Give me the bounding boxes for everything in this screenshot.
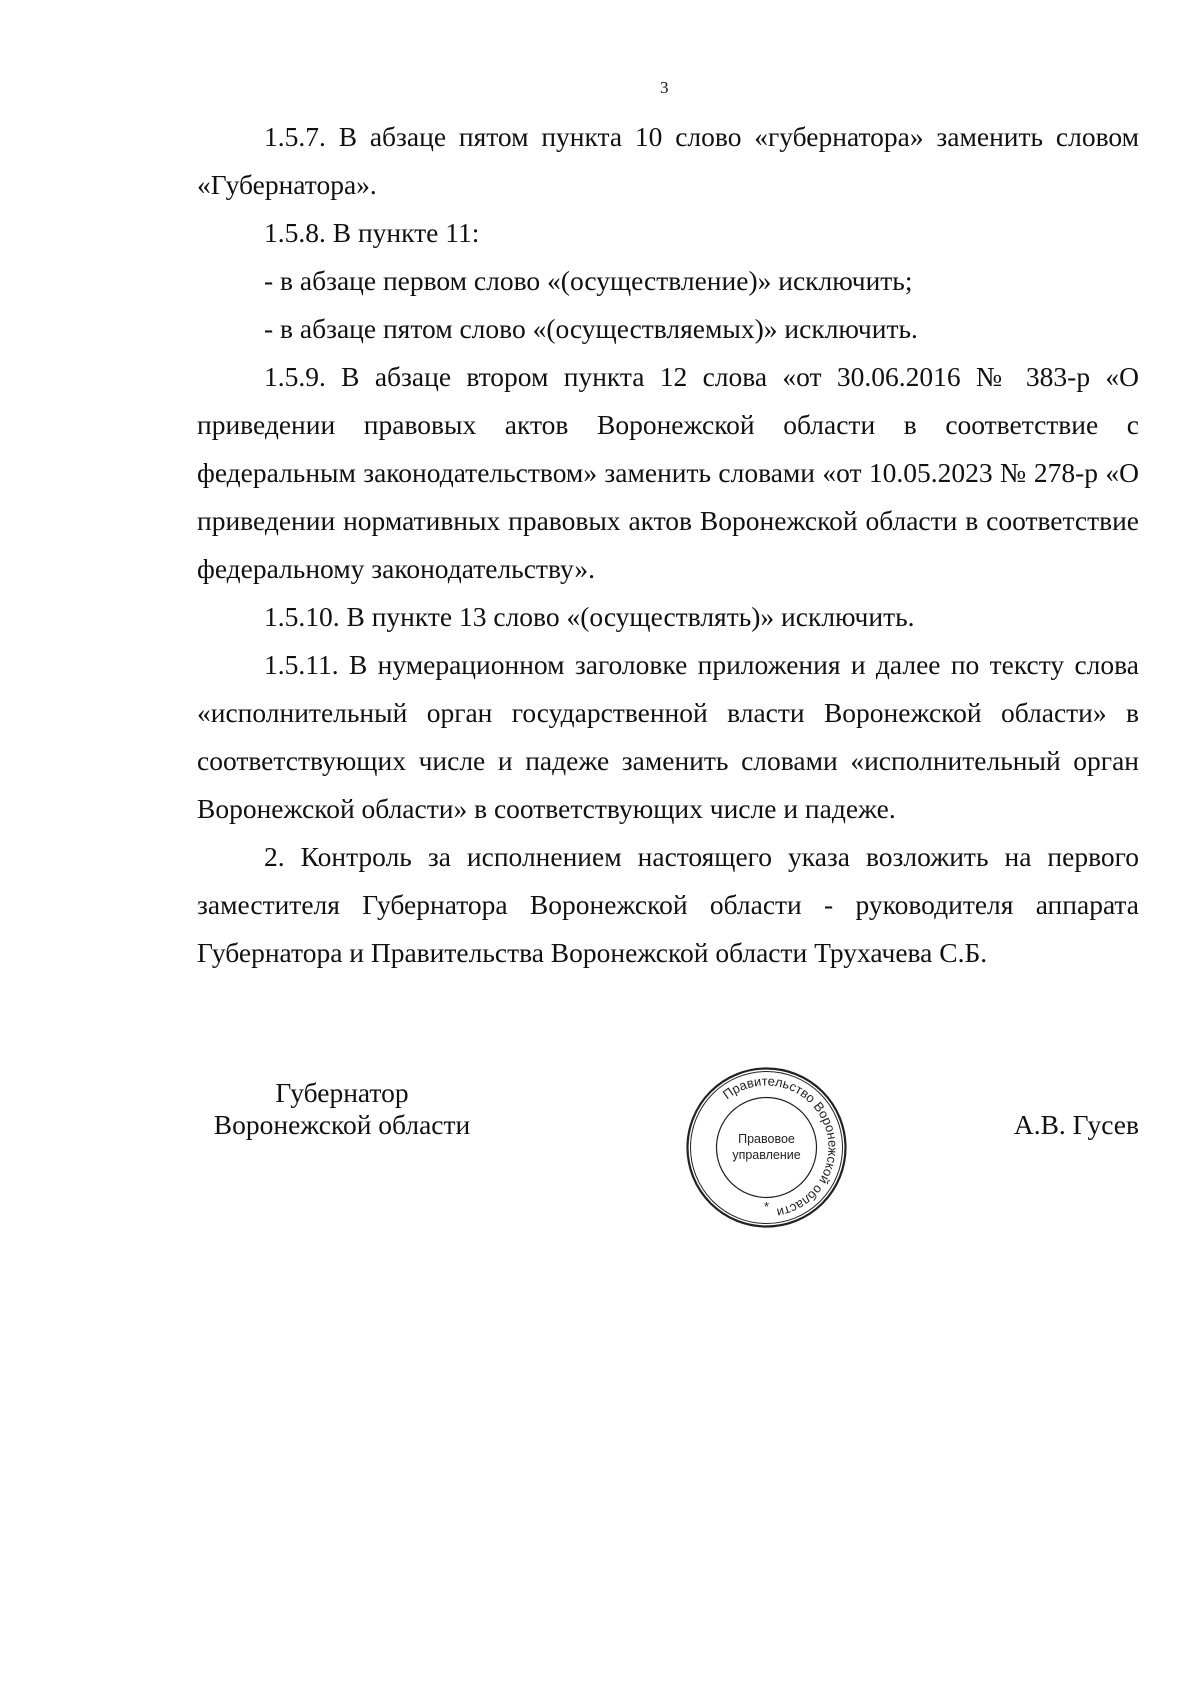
signature-block <box>197 1073 1139 1221</box>
seal-center-line-1: Правовое <box>738 1132 795 1146</box>
official-seal <box>684 1065 849 1230</box>
paragraph-1-5-7: 1.5.7. В абзаце пятом пункта 10 слово «губернатора» заменить словом «Губернатора». <box>197 121 1139 200</box>
paragraph-1-5-8-item-1: - в абзаце первом слово «(осуществление)» исключить; <box>264 265 913 296</box>
seal-outer-text: Правительство Воронежской области <box>719 1073 841 1221</box>
seal-center-line-2: управление <box>732 1148 801 1162</box>
paragraph-1-5-8: 1.5.8. В пункте 11: <box>264 217 480 248</box>
paragraph-2: 2. Контроль за исполнением настоящего указа возложить на первого заместителя Губернатора Воронежской области - руководителя аппарата Губернатора и Правительства Воронежской области Трухачева С.Б. <box>197 841 1139 968</box>
paragraph-1-5-10: 1.5.10. В пункте 13 слово «(осуществлять)» исключить. <box>264 601 915 632</box>
signer-name: А.В. Гусев <box>1013 1109 1139 1140</box>
signer-title <box>197 1077 487 1141</box>
page-number: 3 <box>660 78 669 97</box>
seal-star: * <box>763 1199 770 1214</box>
paragraph-1-5-9: 1.5.9. В абзаце втором пункта 12 слова «от 30.06.2016 № 383-р «О приведении правовых актов Воронежской области в соответствие с федеральным законодательством» заменить словами «от 10.05.2023 № 278-р «О приведении нормативных правовых актов Воронежской области в соответствие федеральному законодательству». <box>197 361 1139 584</box>
signer-title-line-1: Губернатор <box>275 1077 409 1108</box>
document-body <box>197 113 1139 977</box>
paragraph-1-5-11: 1.5.11. В нумерационном заголовке приложения и далее по тексту слова «исполнительный орган государственной власти Воронежской области» в соответствующих числе и падеже заменить словами «исполнительный орган Воронежской области» в соответствующих числе и падеже. <box>197 649 1139 824</box>
signer-title-line-2: Воронежской области <box>213 1109 471 1140</box>
paragraph-1-5-8-item-2: - в абзаце пятом слово «(осуществляемых)» исключить. <box>264 313 918 344</box>
